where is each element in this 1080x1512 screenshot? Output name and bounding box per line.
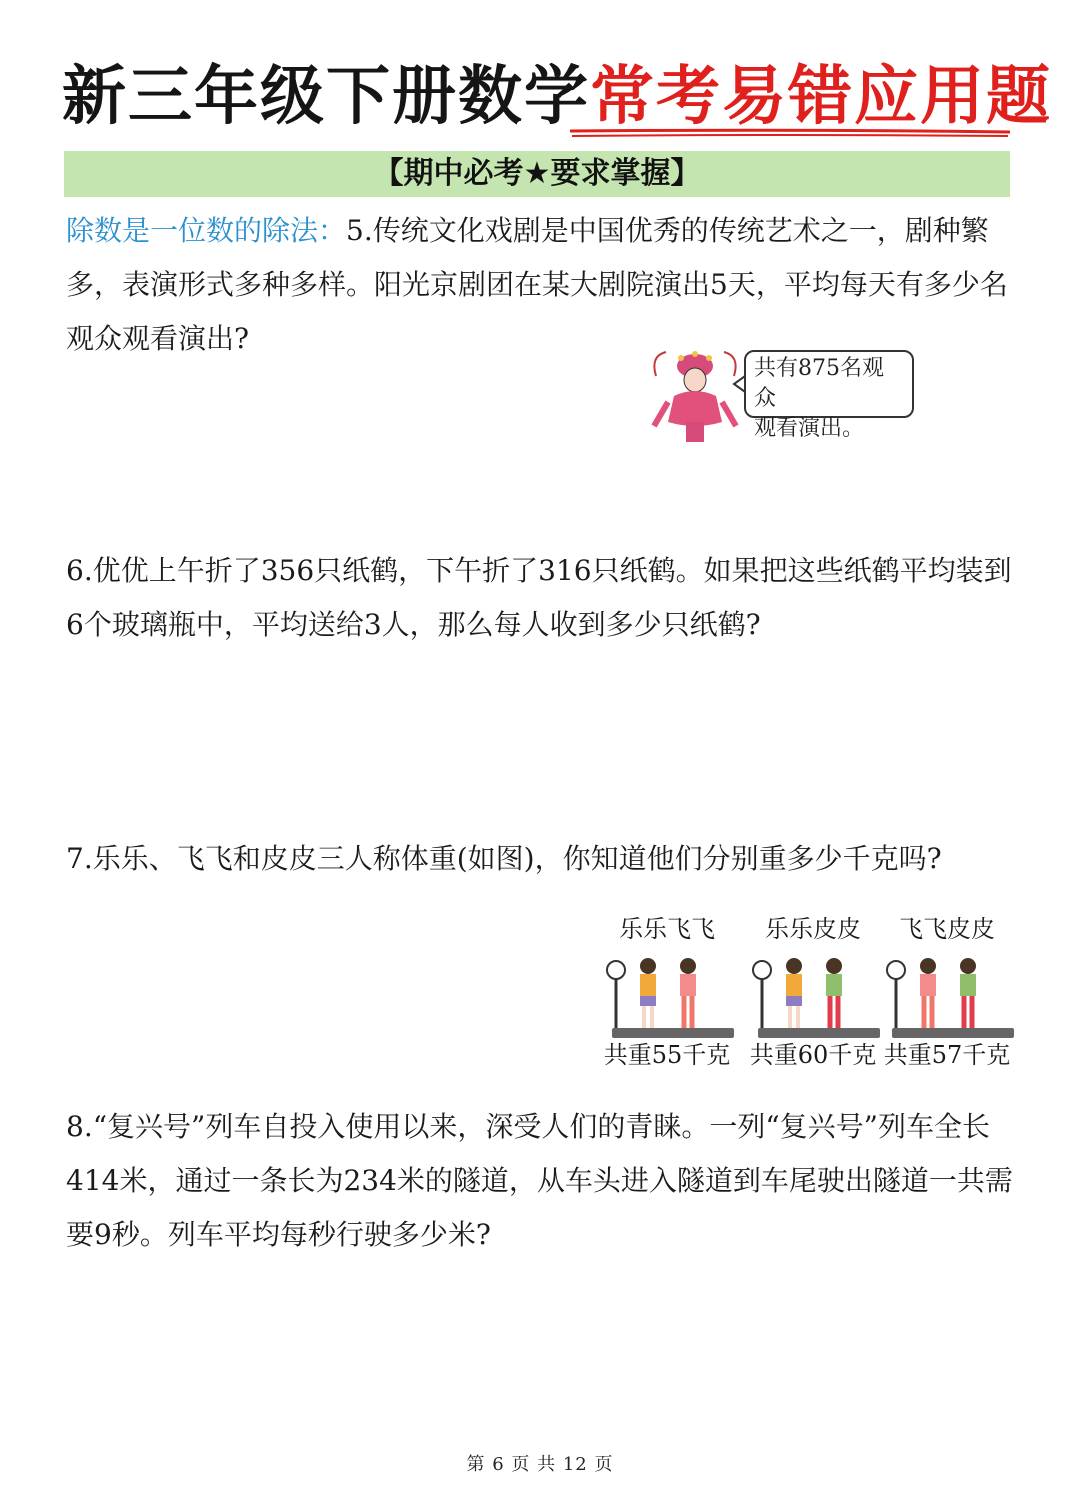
weighing-scale-icon — [872, 948, 1022, 1048]
scale-total-label: 共重57千克 — [883, 1041, 1011, 1069]
question-8 — [66, 1100, 1016, 1262]
question-5 — [66, 204, 1016, 366]
question-8-text: 8.“复兴号”列车自投入使用以来，深受人们的青睐。一列“复兴号”列车全长414米，通过一条长为234米的隧道，从车头进入隧道到车尾驶出隧道一共需要9秒。列车平均每秒行驶多少米? — [66, 1110, 1013, 1251]
question-6-text: 6.优优上午折了356只纸鹤，下午折了316只纸鹤。如果把这些纸鹤平均装到6个玻璃瓶中，平均送给3人，那么每人收到多少只纸鹤? — [66, 554, 1012, 641]
opera-performer-icon — [648, 346, 742, 446]
section-label: 除数是一位数的除法： — [66, 214, 347, 247]
exam-banner: 【期中必考★要求掌握】 — [64, 151, 1010, 197]
title-red-part: 常考易错应用题 — [590, 60, 1052, 134]
question-5-text: 5.传统文化戏剧是中国优秀的传统艺术之一，剧种繁多，表演形式多种多样。阳光京剧团在某大剧院演出5天，平均每天有多少名观众观看演出? — [66, 214, 1008, 355]
scale-illustration — [592, 912, 742, 1082]
question-6 — [66, 544, 1016, 652]
title-black-part: 新三年级下册数学 — [62, 60, 590, 134]
title-underline — [568, 128, 1012, 138]
scale-names-label: 飞飞皮皮 — [899, 915, 995, 943]
scale-total-label: 共重60千克 — [749, 1041, 877, 1069]
scale-illustration — [872, 912, 1022, 1082]
scale-total-label: 共重55千克 — [603, 1041, 731, 1069]
weighing-scale-icon — [738, 948, 888, 1048]
page-footer: 第 6 页 共 12 页 — [466, 1454, 614, 1475]
weighing-scale-icon — [592, 948, 742, 1048]
question-7-text: 7.乐乐、飞飞和皮皮三人称体重(如图)，你知道他们分别重多少千克吗? — [66, 842, 942, 875]
bubble-line-1: 共有875名观众 — [754, 356, 884, 411]
scale-names-label: 乐乐飞飞 — [619, 915, 715, 943]
speech-bubble — [744, 350, 914, 441]
question-7 — [66, 832, 1016, 886]
scale-names-label: 乐乐皮皮 — [765, 915, 861, 943]
bubble-line-2: 观看演出。 — [754, 416, 865, 441]
